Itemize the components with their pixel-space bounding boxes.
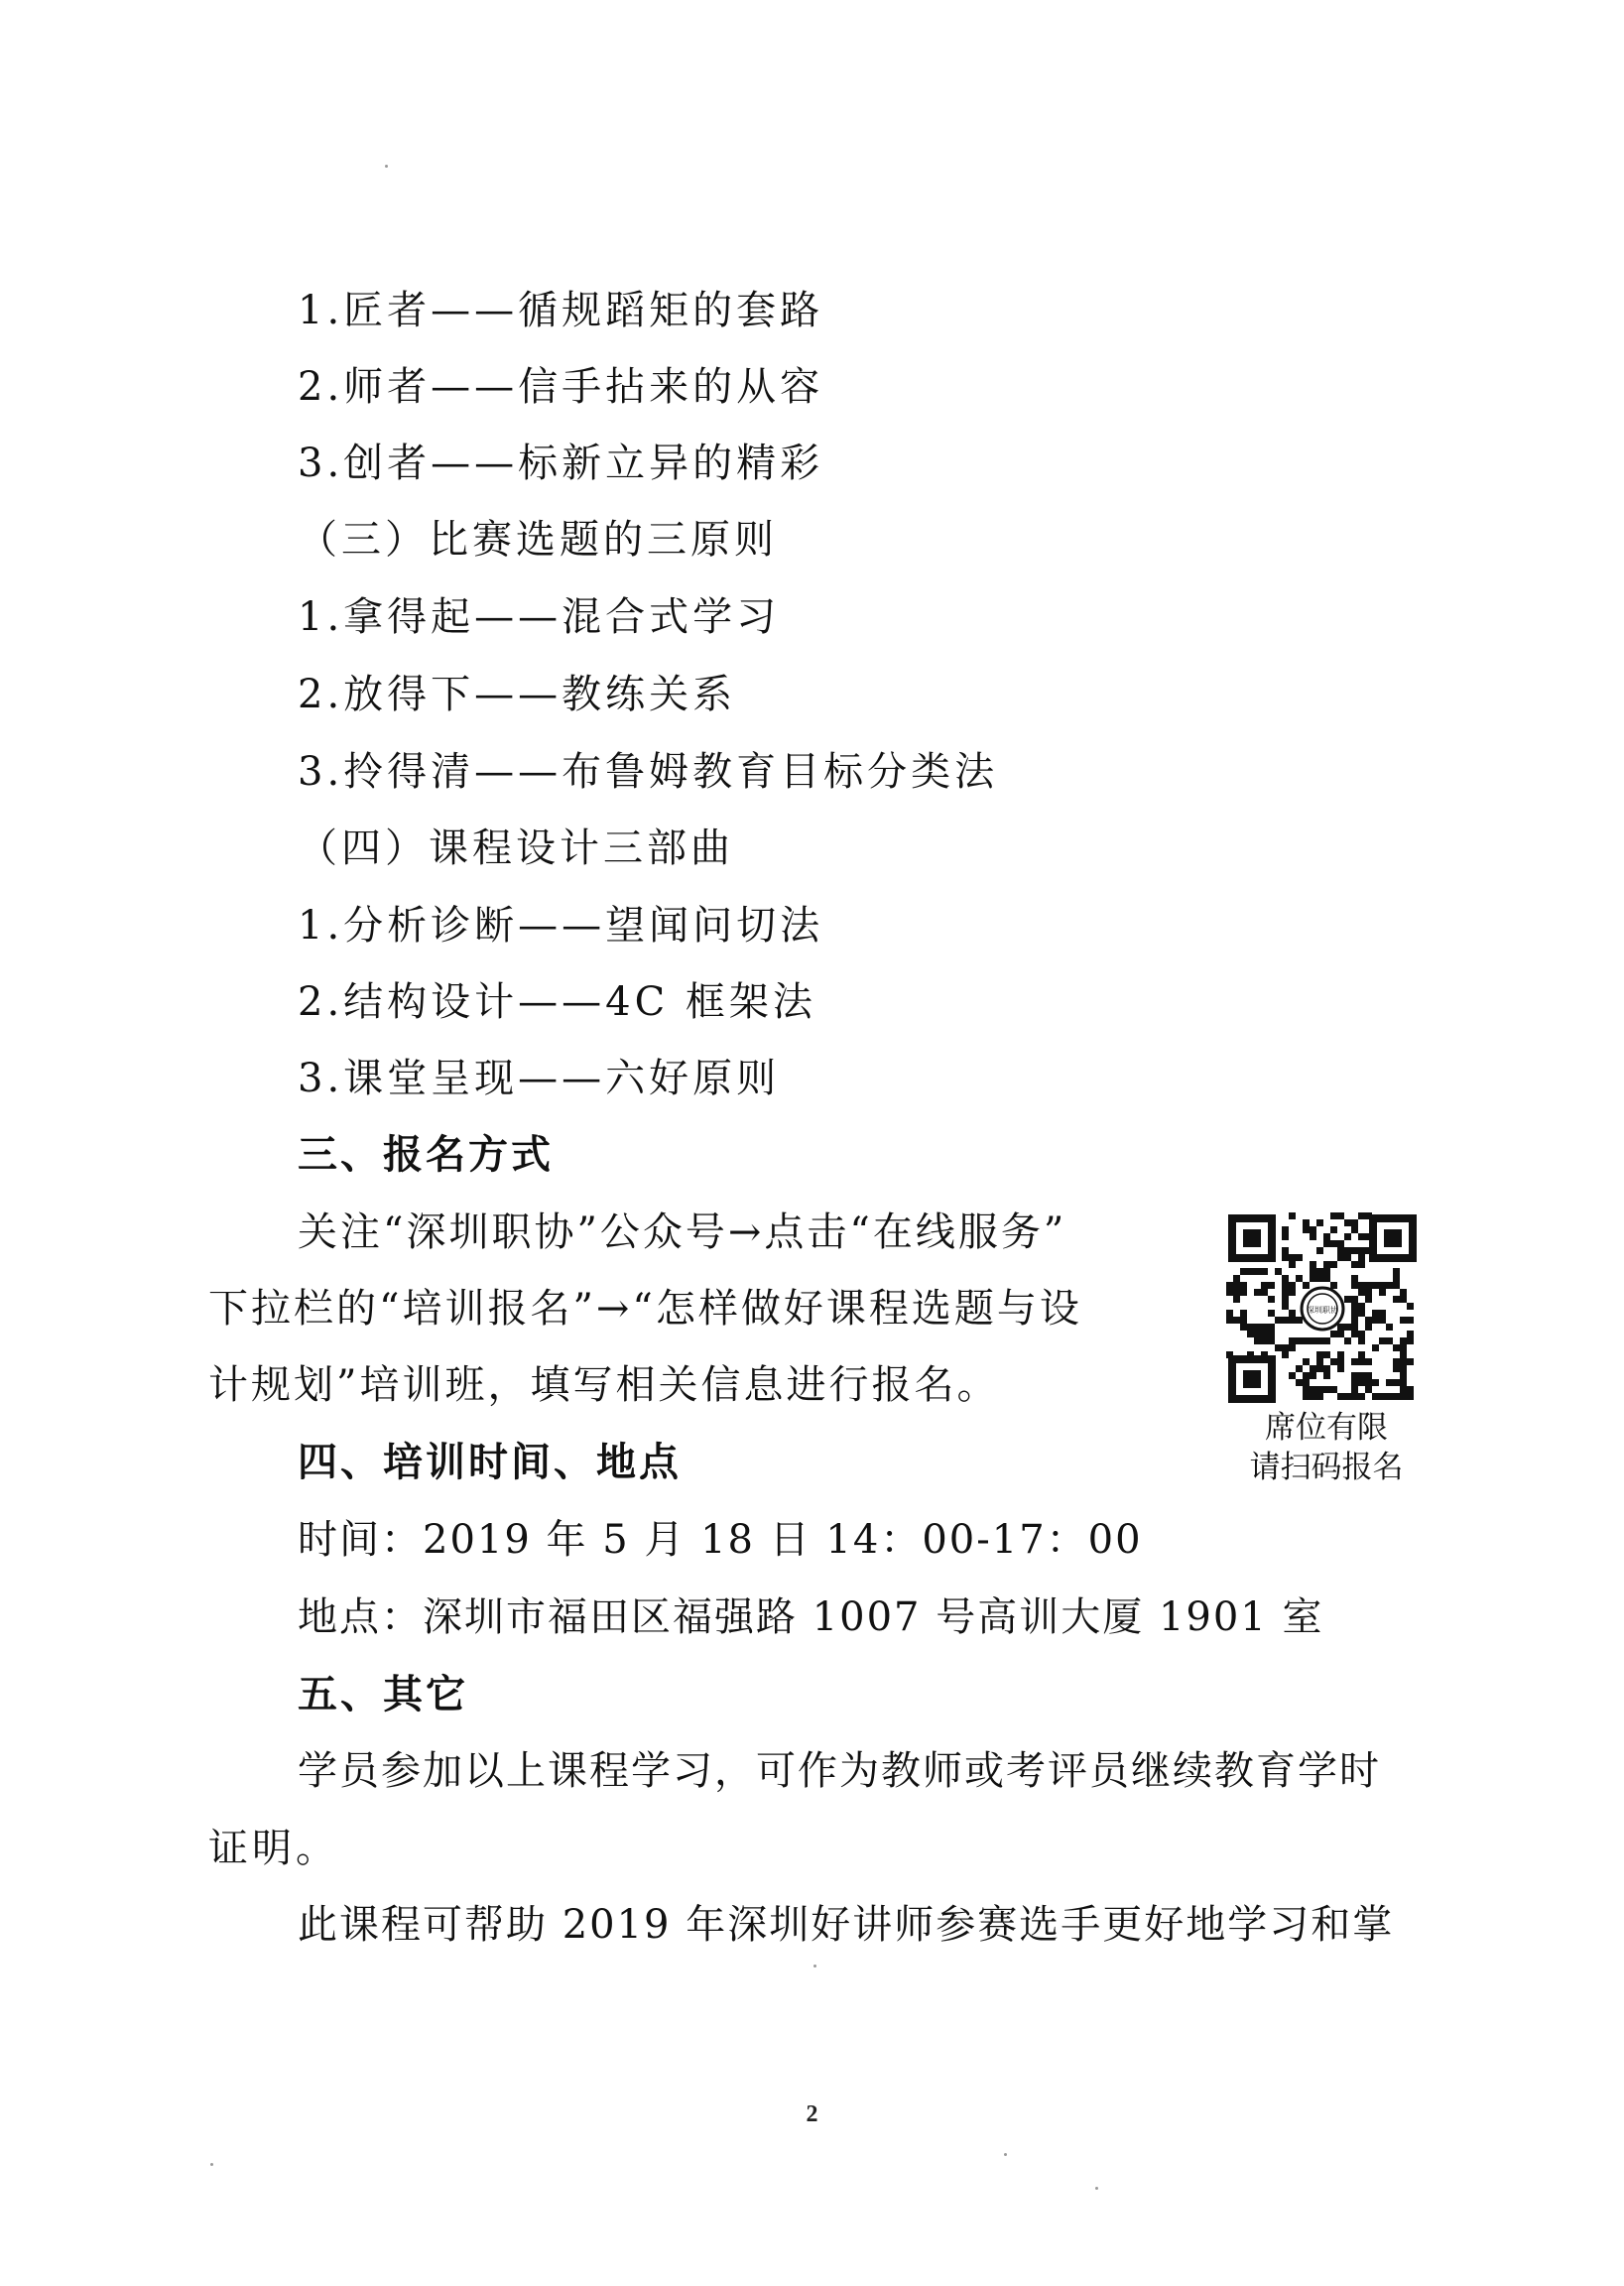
qr-module <box>1407 1393 1414 1400</box>
qr-module <box>1303 1219 1310 1226</box>
qr-module <box>1330 1226 1337 1233</box>
qr-module <box>1296 1317 1303 1324</box>
qr-module <box>1240 1324 1247 1331</box>
qr-module <box>1310 1372 1316 1379</box>
qr-module <box>1316 1386 1323 1393</box>
qr-module <box>1393 1344 1400 1351</box>
qr-module <box>1400 1351 1407 1358</box>
qr-module <box>1365 1296 1372 1303</box>
qr-module <box>1254 1337 1261 1344</box>
qr-module <box>1330 1261 1337 1268</box>
qr-module <box>1365 1282 1372 1289</box>
qr-module <box>1400 1344 1407 1351</box>
qr-module <box>1323 1365 1330 1372</box>
list-item: 3.课堂呈现——六好原则 <box>298 1056 781 1101</box>
qr-module <box>1330 1386 1337 1393</box>
qr-module <box>1365 1358 1372 1365</box>
qr-module <box>1316 1351 1323 1358</box>
qr-module <box>1358 1331 1365 1337</box>
qr-module <box>1303 1358 1310 1365</box>
page-number: 2 <box>806 2101 818 2127</box>
qr-module <box>1282 1303 1289 1310</box>
qr-module <box>1261 1289 1268 1296</box>
qr-module <box>1337 1247 1344 1254</box>
qr-module <box>1400 1296 1407 1303</box>
qr-module <box>1240 1282 1247 1289</box>
qr-module <box>1268 1310 1275 1317</box>
qr-module <box>1282 1275 1289 1282</box>
qr-module <box>1323 1386 1330 1393</box>
qr-module <box>1233 1282 1240 1289</box>
qr-module <box>1351 1310 1358 1317</box>
qr-module <box>1233 1275 1240 1282</box>
qr-module <box>1344 1296 1351 1303</box>
qr-module <box>1323 1240 1330 1247</box>
qr-module <box>1337 1240 1344 1247</box>
qr-module <box>1365 1386 1372 1393</box>
qr-module <box>1386 1393 1393 1400</box>
section-heading: 五、其它 <box>298 1672 468 1717</box>
qr-module <box>1330 1358 1337 1365</box>
qr-module <box>1358 1358 1365 1365</box>
qr-module <box>1233 1317 1240 1324</box>
qr-code-graphic <box>1226 1212 1419 1405</box>
qr-caption-line1: 席位有限 <box>1265 1410 1388 1446</box>
paragraph-line: 计规划”培训班，填写相关信息进行报名。 <box>208 1362 1000 1408</box>
qr-module <box>1351 1386 1358 1393</box>
qr-module <box>1358 1310 1365 1317</box>
qr-module <box>1289 1212 1296 1219</box>
qr-module <box>1351 1358 1358 1365</box>
qr-module <box>1344 1254 1351 1261</box>
qr-module <box>1337 1393 1344 1400</box>
qr-module <box>1351 1226 1358 1233</box>
qr-module <box>1400 1379 1407 1386</box>
qr-module <box>1358 1289 1365 1296</box>
qr-module <box>1268 1282 1275 1289</box>
qr-module <box>1310 1233 1316 1240</box>
qr-module <box>1282 1254 1289 1261</box>
qr-module <box>1372 1310 1379 1317</box>
qr-module <box>1351 1275 1358 1282</box>
qr-module <box>1365 1289 1372 1296</box>
qr-module <box>1323 1337 1330 1344</box>
qr-module <box>1296 1254 1303 1261</box>
qr-module <box>1351 1303 1358 1310</box>
qr-module <box>1358 1351 1365 1358</box>
qr-module <box>1407 1358 1414 1365</box>
qr-module <box>1261 1324 1268 1331</box>
qr-module <box>1393 1296 1400 1303</box>
qr-module <box>1275 1317 1282 1324</box>
paragraph-line: 下拉栏的“培训报名”→“怎样做好课程选题与设 <box>208 1286 1082 1332</box>
qr-module <box>1282 1247 1289 1254</box>
qr-module <box>1303 1386 1310 1393</box>
qr-code-icon[interactable] <box>1226 1212 1419 1405</box>
qr-module <box>1261 1268 1268 1275</box>
qr-module <box>1268 1337 1275 1344</box>
scan-speck <box>813 1965 816 1968</box>
qr-module <box>1351 1372 1358 1379</box>
qr-module <box>1296 1365 1303 1372</box>
qr-caption-line2: 请扫码报名 <box>1249 1450 1404 1485</box>
qr-module <box>1400 1289 1407 1296</box>
qr-module <box>1393 1275 1400 1282</box>
qr-module <box>1323 1351 1330 1358</box>
qr-module <box>1323 1268 1330 1275</box>
scan-speck <box>210 2163 213 2166</box>
qr-module <box>1282 1317 1289 1324</box>
qr-module <box>1310 1275 1316 1282</box>
qr-module <box>1323 1372 1330 1379</box>
qr-module <box>1351 1219 1358 1226</box>
qr-module <box>1337 1331 1344 1337</box>
qr-module <box>1351 1317 1358 1324</box>
qr-module <box>1282 1351 1289 1358</box>
qr-module <box>1289 1282 1296 1289</box>
sub-heading: （三）比赛选题的三原则 <box>298 517 778 563</box>
qr-module <box>1240 1268 1247 1275</box>
qr-module <box>1337 1212 1344 1219</box>
qr-module <box>1337 1365 1344 1372</box>
qr-module <box>1337 1358 1344 1365</box>
sub-heading: （四）课程设计三部曲 <box>298 826 734 871</box>
qr-module <box>1303 1372 1310 1379</box>
list-item: 3.拎得清——布鲁姆教育目标分类法 <box>298 749 999 795</box>
qr-module <box>1282 1296 1289 1303</box>
qr-module <box>1337 1351 1344 1358</box>
qr-module <box>1226 1289 1233 1296</box>
qr-module <box>1303 1337 1310 1344</box>
qr-module <box>1296 1275 1303 1282</box>
qr-module <box>1386 1282 1393 1289</box>
qr-module <box>1344 1247 1351 1254</box>
qr-module <box>1358 1247 1365 1254</box>
qr-module <box>1289 1317 1296 1324</box>
qr-module <box>1254 1268 1261 1275</box>
qr-module <box>1393 1282 1400 1289</box>
qr-module <box>1247 1324 1254 1331</box>
qr-module <box>1379 1289 1386 1296</box>
qr-module <box>1282 1344 1289 1351</box>
qr-module <box>1330 1212 1337 1219</box>
qr-module <box>1358 1212 1365 1219</box>
qr-module <box>1365 1317 1372 1324</box>
qr-module <box>1407 1331 1414 1337</box>
scan-speck <box>1004 2153 1007 2156</box>
qr-module <box>1310 1386 1316 1393</box>
qr-module <box>1316 1275 1323 1282</box>
qr-module <box>1303 1226 1310 1233</box>
qr-module <box>1247 1331 1254 1337</box>
qr-module <box>1247 1268 1254 1275</box>
qr-module <box>1240 1317 1247 1324</box>
qr-module <box>1400 1365 1407 1372</box>
qr-module <box>1240 1310 1247 1317</box>
list-item: 2.结构设计——4C 框架法 <box>298 979 816 1025</box>
qr-module <box>1261 1331 1268 1337</box>
qr-module <box>1407 1303 1414 1310</box>
qr-module <box>1310 1365 1316 1372</box>
qr-module <box>1310 1393 1316 1400</box>
section-heading: 四、培训时间、地点 <box>298 1440 682 1485</box>
qr-module <box>1233 1296 1240 1303</box>
qr-module <box>1303 1393 1310 1400</box>
qr-module <box>1358 1303 1365 1310</box>
qr-module <box>1372 1379 1379 1386</box>
qr-module <box>1372 1317 1379 1324</box>
qr-module <box>1358 1254 1365 1261</box>
qr-module <box>1372 1344 1379 1351</box>
qr-module <box>1310 1337 1316 1344</box>
qr-module <box>1351 1296 1358 1303</box>
scan-speck <box>1095 2187 1098 2190</box>
list-item: 2.放得下——教练关系 <box>298 672 737 717</box>
qr-module <box>1393 1393 1400 1400</box>
qr-module <box>1268 1296 1275 1303</box>
qr-module <box>1358 1282 1365 1289</box>
qr-module <box>1268 1324 1275 1331</box>
qr-module <box>1323 1275 1330 1282</box>
time-line: 时间：2019 年 5 月 18 日 14：00-17：00 <box>298 1517 1143 1563</box>
qr-module <box>1386 1379 1393 1386</box>
section-heading: 三、报名方式 <box>298 1132 554 1178</box>
qr-module <box>1344 1393 1351 1400</box>
qr-module <box>1316 1219 1323 1226</box>
qr-module <box>1351 1282 1358 1289</box>
qr-module <box>1400 1317 1407 1324</box>
location-line: 地点：深圳市福田区福强路 1007 号高训大厦 1901 室 <box>298 1594 1324 1640</box>
qr-module <box>1316 1365 1323 1372</box>
scan-speck <box>385 165 388 168</box>
qr-module <box>1386 1324 1393 1331</box>
qr-module <box>1289 1372 1296 1379</box>
qr-module <box>1393 1268 1400 1275</box>
qr-module <box>1316 1337 1323 1344</box>
qr-module <box>1400 1337 1407 1344</box>
qr-module <box>1358 1393 1365 1400</box>
qr-module <box>1296 1379 1303 1386</box>
qr-module <box>1289 1310 1296 1317</box>
qr-module <box>1358 1233 1365 1240</box>
paragraph-line: 此课程可帮助 2019 年深圳好讲师参赛选手更好地学习和掌 <box>298 1902 1395 1948</box>
qr-module <box>1303 1282 1310 1289</box>
qr-module <box>1372 1393 1379 1400</box>
qr-module <box>1261 1337 1268 1344</box>
qr-module <box>1316 1268 1323 1275</box>
qr-module <box>1275 1344 1282 1351</box>
qr-module <box>1289 1344 1296 1351</box>
list-item: 1.拿得起——混合式学习 <box>298 594 781 640</box>
qr-module <box>1268 1331 1275 1337</box>
qr-module <box>1358 1337 1365 1344</box>
qr-module <box>1379 1310 1386 1317</box>
qr-module <box>1351 1379 1358 1386</box>
qr-module <box>1379 1282 1386 1289</box>
paragraph-line: 证明。 <box>208 1826 339 1871</box>
qr-module <box>1379 1393 1386 1400</box>
qr-module <box>1233 1289 1240 1296</box>
qr-module <box>1275 1268 1282 1275</box>
qr-module <box>1351 1393 1358 1400</box>
qr-module <box>1400 1358 1407 1365</box>
qr-module <box>1289 1289 1296 1296</box>
qr-module <box>1330 1331 1337 1337</box>
qr-module <box>1323 1261 1330 1268</box>
qr-logo-text: 深圳职协 <box>1307 1306 1338 1315</box>
qr-module <box>1316 1247 1323 1254</box>
qr-module <box>1372 1282 1379 1289</box>
qr-module <box>1310 1226 1316 1233</box>
qr-module <box>1282 1289 1289 1296</box>
qr-module <box>1344 1324 1351 1331</box>
qr-module <box>1282 1282 1289 1289</box>
qr-module <box>1289 1254 1296 1261</box>
qr-module <box>1226 1282 1233 1289</box>
qr-module <box>1344 1233 1351 1240</box>
qr-module <box>1393 1365 1400 1372</box>
list-item: 1.匠者——循规蹈矩的套路 <box>298 288 824 333</box>
qr-module <box>1365 1379 1372 1386</box>
qr-module <box>1323 1233 1330 1240</box>
qr-module <box>1393 1379 1400 1386</box>
qr-module <box>1310 1268 1316 1275</box>
qr-module <box>1289 1261 1296 1268</box>
qr-module <box>1365 1372 1372 1379</box>
list-item: 2.师者——信手拈来的从容 <box>298 364 824 410</box>
qr-module <box>1351 1261 1358 1268</box>
qr-module <box>1337 1324 1344 1331</box>
qr-module <box>1407 1386 1414 1393</box>
qr-module <box>1386 1337 1393 1344</box>
qr-module <box>1282 1226 1289 1233</box>
qr-module <box>1316 1393 1323 1400</box>
qr-module <box>1330 1240 1337 1247</box>
qr-module <box>1344 1219 1351 1226</box>
qr-module <box>1337 1254 1344 1261</box>
qr-module <box>1261 1282 1268 1289</box>
qr-module <box>1316 1358 1323 1365</box>
qr-module <box>1254 1289 1261 1296</box>
qr-module <box>1407 1337 1414 1344</box>
qr-module <box>1254 1331 1261 1337</box>
list-item: 3.创者——标新立异的精彩 <box>298 441 824 486</box>
qr-module <box>1358 1261 1365 1268</box>
qr-module <box>1351 1247 1358 1254</box>
list-item: 1.分析诊断——望闻问切法 <box>298 903 824 949</box>
qr-module <box>1226 1317 1233 1324</box>
paragraph-line: 关注“深圳职协”公众号→点击“在线服务” <box>298 1209 1067 1255</box>
qr-module <box>1400 1393 1407 1400</box>
qr-module <box>1240 1289 1247 1296</box>
qr-module <box>1330 1282 1337 1289</box>
qr-module <box>1226 1310 1233 1317</box>
qr-module <box>1296 1337 1303 1344</box>
qr-module <box>1400 1372 1407 1379</box>
qr-module <box>1310 1261 1316 1268</box>
qr-module <box>1351 1324 1358 1331</box>
qr-module <box>1254 1324 1261 1331</box>
qr-module <box>1365 1324 1372 1331</box>
qr-module <box>1344 1337 1351 1344</box>
qr-module <box>1351 1331 1358 1337</box>
qr-module <box>1379 1317 1386 1324</box>
qr-module <box>1393 1358 1400 1365</box>
qr-module <box>1358 1379 1365 1386</box>
qr-module <box>1289 1337 1296 1344</box>
qr-module <box>1358 1372 1365 1379</box>
qr-module <box>1282 1233 1289 1240</box>
qr-module <box>1303 1379 1310 1386</box>
qr-module <box>1400 1386 1407 1393</box>
qr-module <box>1379 1337 1386 1344</box>
paragraph-line: 学员参加以上课程学习，可作为教师或考评员继续教育学时 <box>298 1748 1381 1794</box>
qr-module <box>1407 1317 1414 1324</box>
